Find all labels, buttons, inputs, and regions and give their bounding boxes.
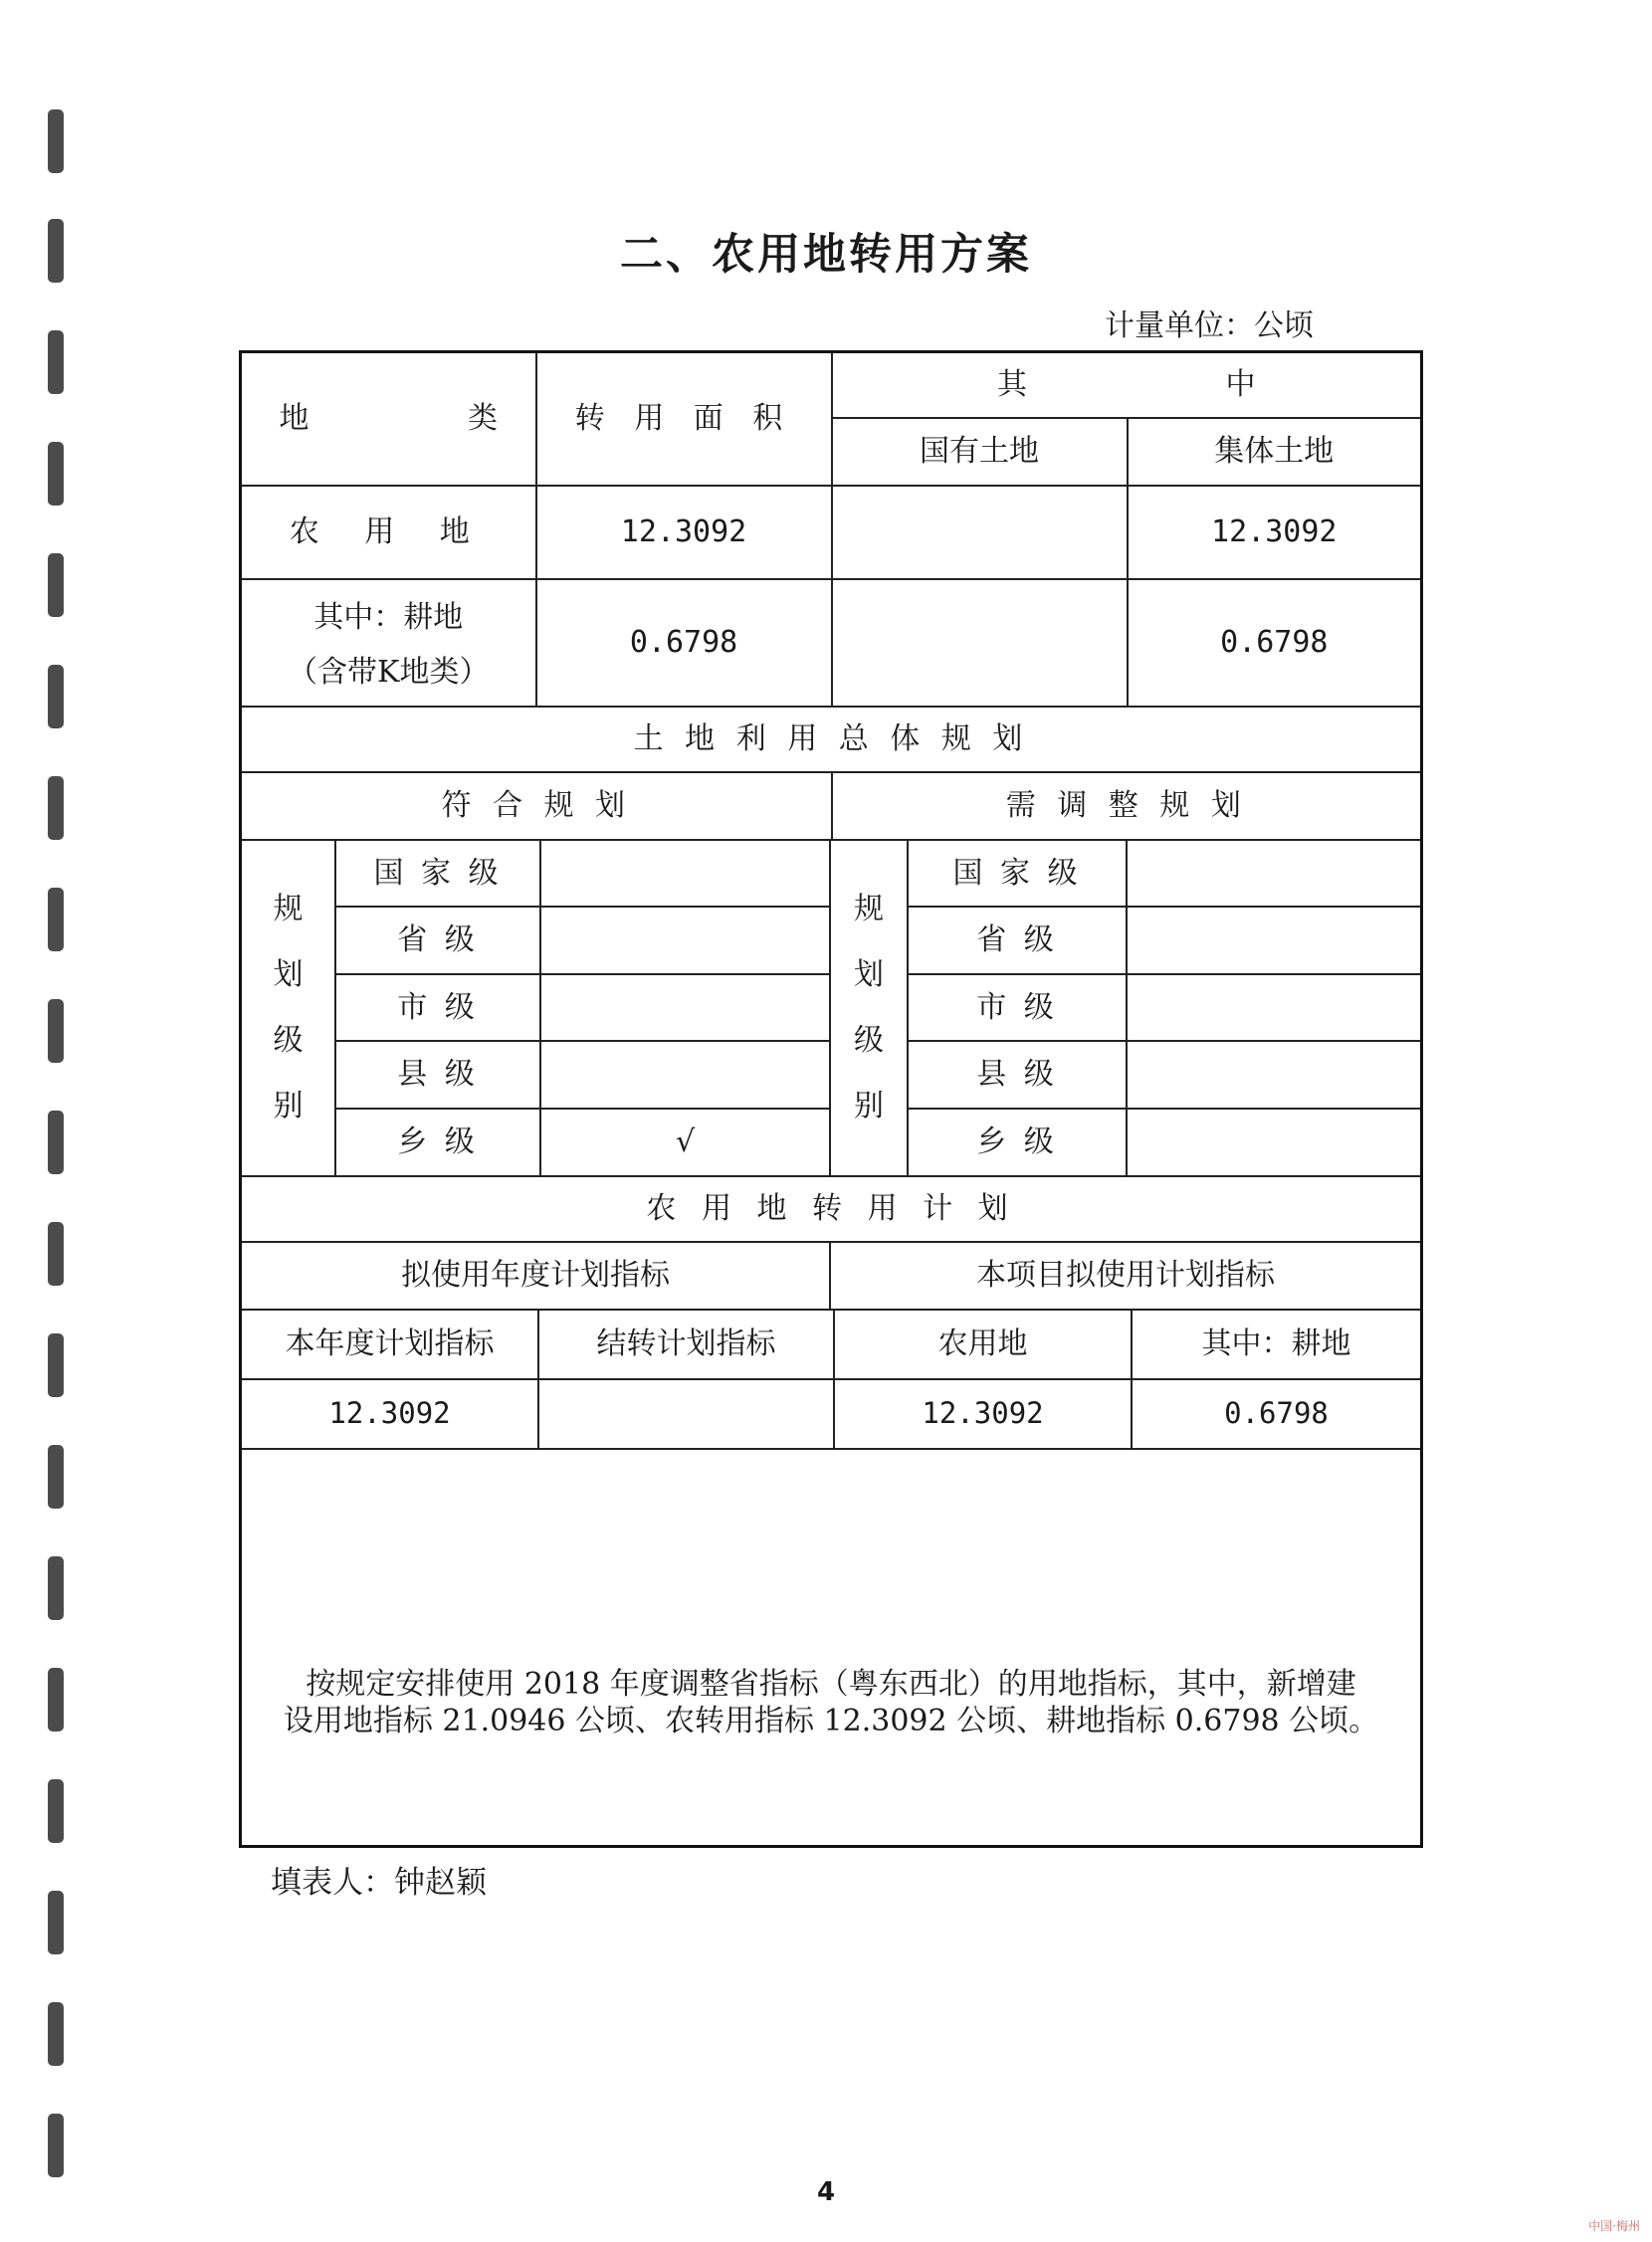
note-cell: [241, 1449, 1422, 1847]
adjust-mark-national: [1128, 841, 1420, 909]
adjust-mark-provincial: [1128, 908, 1420, 975]
project-cultivated-value: 0.6798: [1224, 1396, 1329, 1431]
project-cultivated-label: 其中：耕地: [1201, 1325, 1351, 1361]
row-farmland-collective: 12.3092: [1128, 486, 1422, 579]
adjust-level-char-1: 规: [854, 891, 884, 926]
conversion-plan-heading: 农 用 地 转 用 计 划: [241, 1176, 1422, 1242]
adjust-mark-county: [1128, 1042, 1420, 1110]
header-state-owned: 国有土地: [832, 418, 1128, 486]
conform-level-char-2: 划: [273, 956, 304, 992]
note-line-2: 设用地指标 21.0946 公顷、农转用指标 12.3092 公顷、耕地指标 0.6798 公顷。: [283, 1704, 1379, 1739]
conform-level-national: 国 家 级: [336, 841, 539, 909]
filler-name: 填表人：钟赵颖: [271, 1865, 487, 1901]
conform-mark-township: √: [675, 1123, 696, 1159]
row-cultivated-label: [241, 579, 536, 707]
header-converted-area: 转 用 面 积: [536, 352, 832, 486]
adjust-level-national: 国 家 级: [909, 841, 1126, 909]
adjust-plan-heading: 需 调 整 规 划: [832, 772, 1422, 840]
unit-label: 计量单位：公顷: [1105, 308, 1314, 343]
adjust-level-label: [831, 841, 909, 1175]
overall-plan-heading: 土 地 利 用 总 体 规 划: [241, 707, 1422, 772]
conform-level-city: 市 级: [336, 975, 539, 1043]
conform-level-township: 乡 级: [397, 1123, 479, 1159]
adjust-level-provincial: 省 级: [909, 908, 1126, 975]
adjust-level-char-3: 级: [854, 1022, 884, 1058]
conversion-form-table: [239, 350, 1423, 1848]
row-farmland-area: 12.3092: [536, 486, 832, 579]
note-line-1: 按规定安排使用 2018 年度调整省指标（粤东西北）的用地指标，其中，新增建: [306, 1666, 1356, 1702]
conform-level-county: 县 级: [336, 1042, 539, 1110]
corner-watermark: 中国·梅州: [1588, 2219, 1640, 2233]
conform-level-provincial: 省 级: [336, 908, 539, 975]
project-farmland-value: 12.3092: [835, 1380, 1133, 1448]
page-number: 4: [816, 2177, 836, 2207]
adjust-level-char-2: 划: [854, 956, 884, 992]
header-collective: 集体土地: [1128, 418, 1422, 486]
row-cultivated-label-line1: 其中：耕地: [313, 599, 464, 635]
adjust-level-city: 市 级: [909, 975, 1126, 1043]
conform-level-label: [242, 841, 336, 1175]
carryover-label: 结转计划指标: [539, 1311, 835, 1378]
conform-level-char-1: 规: [273, 891, 304, 926]
project-plan-heading: 本项目拟使用计划指标: [976, 1257, 1276, 1293]
header-land-type: 地 类: [241, 352, 536, 486]
row-farmland-label: 农 用 地: [241, 486, 536, 579]
conform-level-char-3: 级: [273, 1022, 304, 1058]
adjust-level-county: 县 级: [909, 1042, 1126, 1110]
carryover-value: [539, 1380, 835, 1448]
row-cultivated-state: [832, 579, 1128, 707]
adjust-level-char-4: 别: [854, 1088, 884, 1123]
conform-mark-county: [541, 1042, 829, 1110]
row-cultivated-collective: 0.6798: [1128, 579, 1422, 707]
row-cultivated-label-line2: （含带K地类）: [288, 654, 490, 690]
conform-plan-heading: 符 合 规 划: [441, 787, 632, 823]
conform-mark-national: [541, 841, 829, 909]
adjust-mark-township: [1128, 1110, 1420, 1175]
conform-mark-provincial: [541, 908, 829, 975]
page-title: 二、农用地转用方案: [620, 230, 1032, 280]
row-farmland-state: [832, 486, 1128, 579]
annual-plan-heading: 拟使用年度计划指标: [242, 1243, 831, 1309]
current-year-label: 本年度计划指标: [242, 1311, 539, 1378]
adjust-mark-city: [1128, 975, 1420, 1043]
adjust-level-township: 乡 级: [976, 1123, 1058, 1159]
conform-mark-city: [541, 975, 829, 1043]
row-cultivated-area: 0.6798: [536, 579, 832, 707]
binding-holes: [44, 109, 74, 2219]
header-of-which: 其 中: [832, 352, 1422, 418]
current-year-value: 12.3092: [242, 1380, 539, 1448]
conform-level-char-4: 别: [273, 1088, 304, 1123]
project-farmland-label: 农用地: [835, 1311, 1133, 1378]
